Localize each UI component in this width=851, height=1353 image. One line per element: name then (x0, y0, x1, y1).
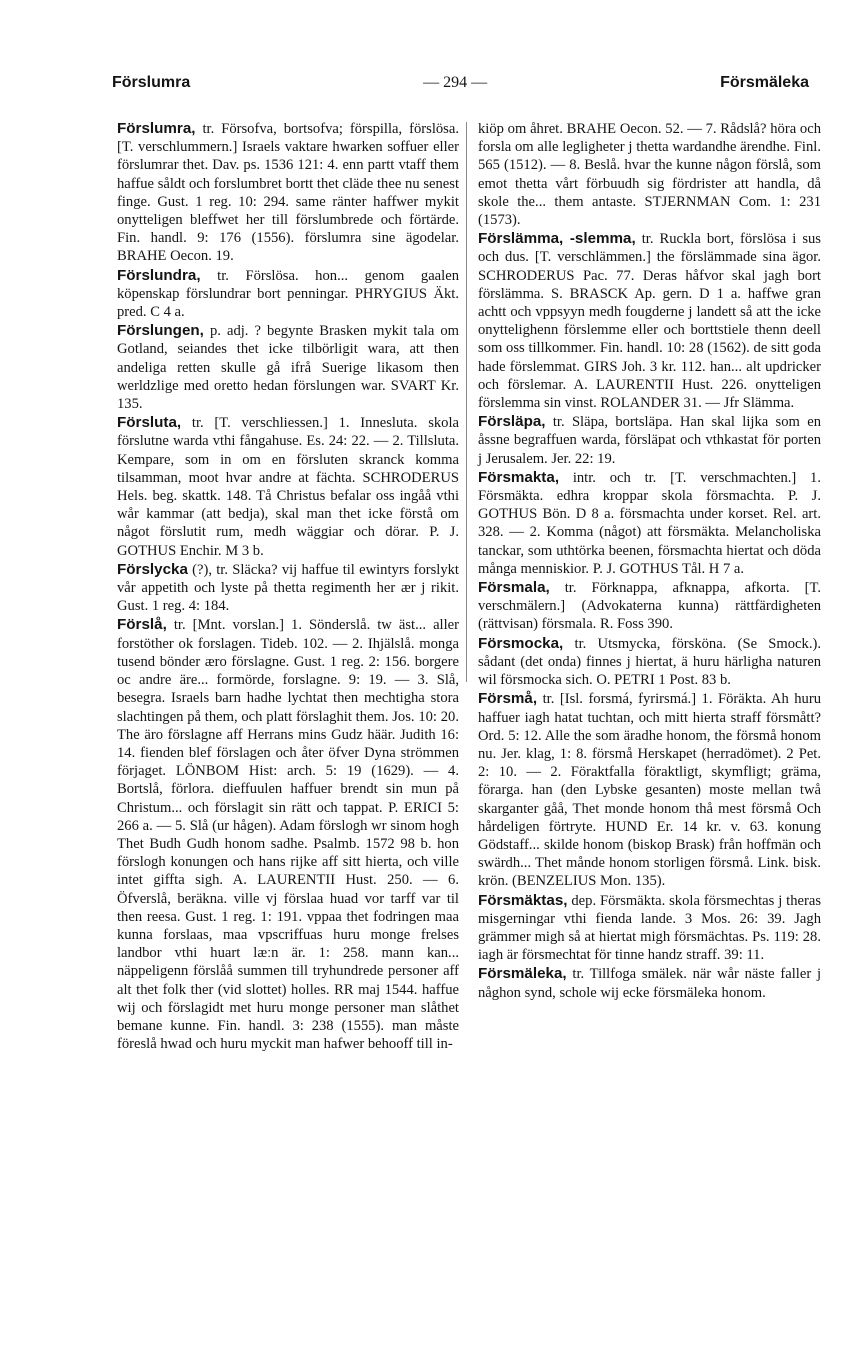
dictionary-entry (478, 892, 821, 965)
entry-text: dep. Försmäkta. skola försmechtas j theras misgerningar vthi fienda lande. 3 Mos. 26: 39. Jagh grämmer migh så at hiertat migh försmächtas. Ps. 119: 28. iagh är försmechtat för tinne handz straff. 39: 11. (478, 892, 821, 964)
entry-headword: Försluta, (117, 414, 182, 432)
dictionary-entry (117, 322, 459, 413)
entry-headword: Försmå, (478, 690, 538, 708)
dictionary-entry (478, 635, 821, 690)
entry-text: tr. [T. verschliessen.] 1. Innesluta. skola förslutne warda vthi fångahuse. Es. 24: 22. — 2. Tillsluta. Kempare, som in om en försluten skranck komma tilsamman, moot hvar andre at fächta. SCHRODERUS Hels. beg. skattk. 148. Tå Christus befalar oss ingåå vthi wår kammar (att bedja), skal man thet icke förstå om något förslutit rum, medh wäggiar och dörar. P. J. GOTHUS Enchir. M 3 b. (117, 415, 459, 559)
entry-text: tr. Förslösa. hon... genom gaalen köpenskap förslundrar bort penningar. PHRYGIUS Äkt. pred. C 4 a. (117, 267, 459, 321)
dictionary-entry (478, 690, 821, 890)
entry-text: tr. Släpa, bortsläpa. Han skal lijka som en åssne begraffuen warda, försläpat och vthkastat för porten j Jerusalem. Jer. 22: 19. (478, 414, 821, 467)
dictionary-entry (117, 616, 459, 1053)
entry-text: tr. [Mnt. vorslan.] 1. Sönderslå. tw äst... aller forstöther ok forslagen. Tideb. 102. — 2. Ihjälslå. monga tusend bönder æro förslagne. Gust. 1 reg. 2: 156. borgere oc andre äre... formörde, forslagne. 9: 19. — 3. Slå, besegra. Israels barn hadhe lychtat then mechtigha stora slachtingen på them, och platt förslaghit them. Jos. 10: 20. The äro förslagne aff Herrans mins Gudz häär. Judith 16: 14. fienden blef förslagen och åter öfver Dyna strömmen förjaget. LÖNBOM Hist: arch. 5: 19 (1629). — 4. Bortslå, förlora. dieffuulen haffuer brendt sin mun på Christum... och förslagit sin rätt och tappat. P. ERICI 5: 266 a. — 5. Slå (ur hågen). Adam förslogh wr sinom hogh Thet Budh Gudh honom sadhe. Psalmb. 1572 98 b. hon förslogh konungen och hans rijke aff sitt hierta, och ville intet giffta sigh. A. LAURENTII Hust. 250. — 6. Öfverslå, beräkna. ville vj förslaa huad vor tarff var til then reesa. Gust. 1 reg. 1: 191. vppaa thet fodringen maa kunna forslaas, maa vpscriffuas huru monge frelses landbor vthi huart læːn är. 1: 258. mann kan... näppeligenn förslåå summen till tryhundrede personer aff alt thet folk ther (vid slottet) holles. RR maj 1544. haffue wij och förslagidt met huru monge personer man slåthet bemane kunne. Fin. handl. 3: 238 (1555). man måste föreslå hwad och huru myckit man hafwer behooff till in- (117, 617, 459, 1053)
entry-headword: Förslungen, (117, 322, 204, 340)
entry-headword: Förslumra, (117, 120, 196, 137)
dictionary-entry (478, 120, 821, 229)
running-header (112, 74, 809, 96)
dictionary-entry (478, 579, 821, 634)
page-number: — 294 — (423, 74, 488, 91)
column-divider (466, 122, 467, 682)
entry-headword: Förslundra, (117, 266, 201, 284)
dictionary-entry (478, 413, 821, 468)
entry-headword: Försmäleka, (478, 965, 567, 983)
entry-text: (?), tr. Släcka? vij haffue til ewintyrs forslykt vår appetith och lyste på thetta regimenth her ær j rikit. Gust. 1 reg. 4: 184. (117, 561, 459, 615)
entry-headword: Förslämma, -slemma, (478, 230, 636, 248)
entry-text: tr. [Isl. forsmá, fyrirsmá.] 1. Föräkta. Ah huru haffuer iagh hatat tuchtan, och mitt hierta straff försmått? Ord. 5: 12. Alle the som äradhe honom, the försmå honom nu. Jer. klag, 1: 8. försmå Herskapet (herradömet). 2 Pet. 2: 10. — 2. Föraktfalla föraktligt, skymfligt; gräma, förarga. han (den Lybske gesanten) moste mellan twå skarganter gåå, Thet monde honom thå mest försmå Och hårdeligen förtryte. HUND Er. 14 kr. v. 63. konung Gödstaff... skilde honom (biskop Brask) från hoffmän och swärdh... Thet månde honom storligen försmå. Link. bisk. krön. (BENZELIUS Mon. 135). (478, 691, 821, 890)
left-column (117, 120, 459, 1054)
dictionary-entry (117, 561, 459, 616)
entry-text: p. adj. ? begynte Brasken mykit tala om Gotland, seiandes thet icke tilbörligit wara, att then andeliga retten skulle gå ifrå Suerige likasom then werldzlige med oretto hedan förslungen war. SVART Kr. 135. (117, 323, 459, 413)
dictionary-entry (478, 965, 821, 1001)
entry-text: intr. och tr. [T. verschmachten.] 1. Försmäkta. edhra kroppar skola försmachta. P. J. GOTHUS Bön. D 8 a. försmachta under korset. Rel. art. 328. — 2. Komma (något) att försmäkta. Melancholiska tanckar, som uthtörka beenen, försmachta hiertat och döda många menniskior. P. J. GOTHUS Tål. H 7 a. (478, 469, 821, 577)
entry-headword: Försmakta, (478, 468, 560, 486)
dictionary-entry (117, 267, 459, 322)
entry-headword: Försmala, (478, 579, 550, 597)
header-left-word: Förslumra (112, 74, 191, 91)
dictionary-entry (117, 120, 459, 266)
entry-text: tr. Tillfoga smälek. när wår näste faller j någhon synd, schole wij ecke försmäleka honom. (478, 966, 821, 1001)
entry-text: kiöp om åhret. BRAHE Oecon. 52. — 7. Rådslå? höra och forsla om alle legligheter j thetta wardandhe ärendhe. Finl. 565 (1512). — 8. Beslå. hvar the kunne någon förslå, som emot thetta vårt förbuudh sig fördrister att handla, då skole the... them antaste. STJERNMAN Com. 1: 231 (1573). (478, 121, 821, 229)
entry-text: tr. Förknappa, afknappa, afkorta. [T. verschmälern.] (Advokaterna kunna) rättfärdigheten (rättvisan) försmala. R. Foss 390. (478, 580, 821, 633)
entry-headword: Försmäktas, (478, 891, 568, 909)
entry-headword: Förslycka (117, 560, 188, 578)
entry-headword: Försläpa, (478, 413, 546, 431)
header-right-word: Försmäleka (720, 74, 809, 91)
entry-headword: Försmocka, (478, 634, 564, 652)
dictionary-entry (117, 414, 459, 560)
entry-text: tr. Ruckla bort, förslösa i sus och dus. [T. verschlämmen.] the förslämmade sina ägor. SCHRODERUS Pac. 77. Deras håfvor skal jagh bort förslämma. S. BRASCK Ap. gern. D 1 a. haffwe gran achtt och vppsyyn medh fougderne j landett så att the icke onyttelighenn förslemme eller och borttstiele thenn deell som oss tillkommer. Fin. handl. 10: 28 (1562). de sitt goda hade förslemmat. GIRS Joh. 3 kr. 112. han... alt updricker och förslemar. A. LAURENTII Hust. 226. onytteligen förslemma sin vinst. ROLANDER 31. — Jfr Slämma. (478, 231, 821, 412)
dictionary-entry (478, 469, 821, 578)
entry-text: tr. Utsmycka, försköna. (Se Smock.). sådant (det onda) finnes j hiertat, ä huru härligha naturen wil försmocka sich. O. PETRI 1 Post. 83 b. (478, 635, 821, 689)
entry-text: tr. Försofva, bortsofva; förspilla, förslösa. [T. verschlummern.] Israels vaktare hwarken soffuer eller förslumrar thet. Dav. ps. 1536 121: 4. enn partt vtaff them haffue såldt och forslumbret bortt thet cläde thee nu senest finge. Gust. 1 reg. 10: 294. same ränter haffwer mykit onytteligen bleffwet her till förslumbrede och förtärde. Fin. handl. 9: 176 (1556). förslumra sine ägodelar. BRAHE Oecon. 19. (117, 121, 459, 265)
entry-headword: Förslå, (117, 616, 167, 634)
right-column (478, 120, 821, 1003)
dictionary-entry (478, 230, 821, 412)
